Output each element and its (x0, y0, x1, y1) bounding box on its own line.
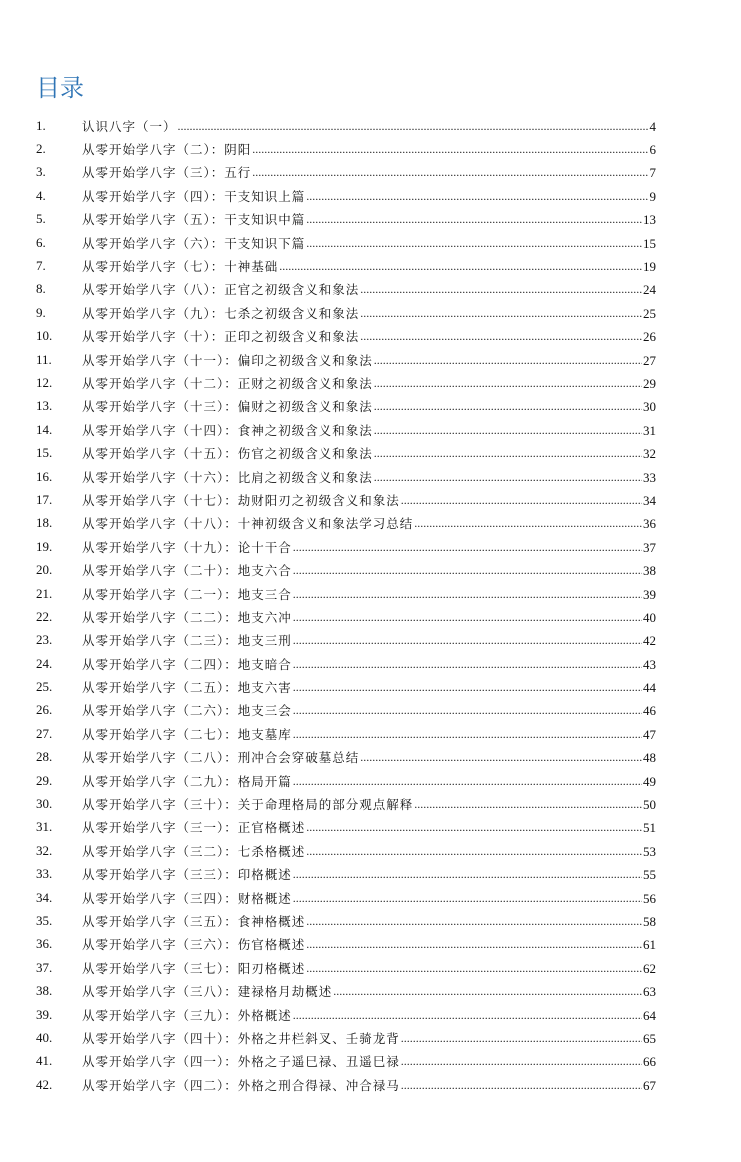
toc-entry-page-number[interactable]: 43 (643, 656, 656, 672)
toc-entry[interactable] (0, 558, 741, 581)
toc-dot-leader (293, 891, 642, 906)
toc-entry-number: 21. (36, 585, 53, 601)
toc-entry[interactable] (0, 371, 741, 394)
toc-entry[interactable] (0, 863, 741, 886)
toc-entry-page-number[interactable]: 61 (643, 937, 656, 953)
toc-entry-line[interactable] (82, 912, 656, 930)
toc-entry-page-number[interactable]: 65 (643, 1030, 656, 1046)
toc-entry-number: 40. (36, 1029, 53, 1045)
toc-entry[interactable] (0, 1073, 741, 1096)
toc-entry-line[interactable] (82, 772, 656, 790)
toc-entry-line[interactable] (82, 959, 656, 977)
toc-entry-title[interactable]: 从零开始学八字（九）：七杀之初级含义和象法 (82, 305, 360, 321)
toc-entry-page-number[interactable]: 4 (649, 118, 656, 134)
toc-entry-number: 10. (36, 328, 53, 344)
toc-entry-number: 12. (36, 374, 53, 390)
toc-entry-title[interactable]: 从零开始学八字（三一）：正官格概述 (82, 820, 306, 836)
toc-entry-page-number[interactable]: 44 (643, 680, 656, 696)
toc-entry[interactable] (0, 956, 741, 979)
toc-entry-line[interactable] (82, 514, 656, 532)
toc-entry-line[interactable] (82, 140, 656, 158)
toc-entry-line[interactable] (82, 865, 656, 883)
toc-entry-line[interactable] (82, 655, 656, 673)
toc-entry-title[interactable]: 从零开始学八字（二）：阴阳 (82, 142, 252, 158)
toc-entry[interactable] (0, 1003, 741, 1026)
toc-dot-leader (306, 937, 642, 952)
toc-dot-leader (293, 867, 642, 882)
toc-entry-number: 16. (36, 468, 53, 484)
toc-entry-number: 32. (36, 842, 53, 858)
toc-entry-page-number[interactable]: 15 (643, 235, 656, 251)
toc-entry-line[interactable] (82, 631, 656, 649)
toc-entry-number: 30. (36, 796, 53, 812)
toc-entry-page-number[interactable]: 48 (643, 750, 656, 766)
toc-entry-number: 14. (36, 421, 53, 437)
toc-entry[interactable] (0, 933, 741, 956)
toc-entry[interactable] (0, 769, 741, 792)
toc-entry-title[interactable]: 从零开始学八字（四十）：外格之井栏斜叉、壬骑龙背 (82, 1030, 400, 1046)
toc-dot-leader (279, 259, 642, 274)
toc-entry-line[interactable] (82, 795, 656, 813)
toc-dot-leader (374, 399, 642, 414)
toc-dot-leader (414, 516, 642, 531)
toc-entry-number: 31. (36, 819, 53, 835)
toc-entry-number: 25. (36, 679, 53, 695)
toc-entry-line[interactable] (82, 608, 656, 626)
toc-entry-number: 22. (36, 608, 53, 624)
toc-entry-page-number[interactable]: 40 (643, 609, 656, 625)
toc-entry-line[interactable] (82, 351, 656, 369)
toc-entry-number: 38. (36, 983, 53, 999)
toc-entry[interactable] (0, 909, 741, 932)
toc-entry-title[interactable]: 从零开始学八字（十三）：偏财之初级含义和象法 (82, 399, 373, 415)
toc-entry-page-number[interactable]: 32 (643, 446, 656, 462)
toc-entry-number: 13. (36, 398, 53, 414)
toc-entry-title[interactable]: 从零开始学八字（二六）：地支三会 (82, 703, 292, 719)
toc-entry-page-number[interactable]: 24 (643, 282, 656, 298)
toc-entry-title[interactable]: 从零开始学八字（五）：干支知识中篇 (82, 212, 306, 228)
toc-entry[interactable] (0, 348, 741, 371)
toc-entry-page-number[interactable]: 27 (643, 352, 656, 368)
toc-entry-page-number[interactable]: 39 (643, 586, 656, 602)
toc-entry-title[interactable]: 从零开始学八字（三八）：建禄格月劫概述 (82, 984, 333, 1000)
toc-entry-page-number[interactable]: 38 (643, 563, 656, 579)
toc-dot-leader (252, 165, 648, 180)
toc-entry-number: 8. (36, 281, 46, 297)
toc-entry-number: 4. (36, 187, 46, 203)
toc-entry-line[interactable] (82, 1076, 656, 1094)
toc-entry[interactable] (0, 395, 741, 418)
toc-entry[interactable] (0, 488, 741, 511)
toc-dot-leader (252, 142, 648, 157)
toc-entry-number: 19. (36, 538, 53, 554)
toc-entry[interactable] (0, 161, 741, 184)
toc-entry-title[interactable]: 从零开始学八字（三四）：财格概述 (82, 890, 292, 906)
toc-entry-title[interactable]: 从零开始学八字（七）：十神基础 (82, 259, 279, 275)
toc-dot-leader (374, 470, 642, 485)
toc-entry-line[interactable] (82, 889, 656, 907)
toc-entry-title[interactable]: 从零开始学八字（二四）：地支暗合 (82, 656, 292, 672)
toc-list (0, 114, 741, 1096)
toc-entry-title[interactable]: 从零开始学八字（二八）：刑冲合会穿破墓总结 (82, 750, 360, 766)
toc-dot-leader (293, 633, 642, 648)
toc-entry[interactable] (0, 418, 741, 441)
toc-dot-leader (293, 610, 642, 625)
toc-entry-title[interactable]: 从零开始学八字（二九）：格局开篇 (82, 773, 292, 789)
toc-entry-page-number[interactable]: 58 (643, 913, 656, 929)
toc-entry-title[interactable]: 从零开始学八字（四）：干支知识上篇 (82, 188, 306, 204)
toc-entry-page-number[interactable]: 47 (643, 726, 656, 742)
toc-entry-line[interactable] (82, 421, 656, 439)
toc-entry-line[interactable] (82, 1006, 656, 1024)
toc-entry-line[interactable] (82, 374, 656, 392)
toc-entry-page-number[interactable]: 36 (643, 516, 656, 532)
toc-entry[interactable] (0, 675, 741, 698)
toc-entry-number: 17. (36, 491, 53, 507)
toc-entry-title[interactable]: 从零开始学八字（二二）：地支六冲 (82, 609, 292, 625)
toc-entry-title[interactable]: 从零开始学八字（十二）：正财之初级含义和象法 (82, 375, 373, 391)
toc-entry-page-number[interactable]: 46 (643, 703, 656, 719)
toc-dot-leader (374, 376, 642, 391)
toc-entry-page-number[interactable]: 9 (649, 188, 656, 204)
toc-dot-leader (414, 797, 642, 812)
toc-entry[interactable] (0, 114, 741, 137)
toc-entry-number: 7. (36, 258, 46, 274)
toc-entry-number: 33. (36, 866, 53, 882)
toc-entry-number: 24. (36, 655, 53, 671)
toc-entry-title[interactable]: 从零开始学八字（三二）：七杀格概述 (82, 843, 306, 859)
toc-dot-leader (401, 1031, 642, 1046)
toc-dot-leader (293, 587, 642, 602)
toc-entry-title[interactable]: 从零开始学八字（三十）：关于命理格局的部分观点解释 (82, 797, 414, 813)
toc-entry-line[interactable] (82, 982, 656, 1000)
toc-entry-number: 6. (36, 234, 46, 250)
toc-dot-leader (360, 750, 642, 765)
toc-entry-page-number[interactable]: 30 (643, 399, 656, 415)
toc-entry[interactable] (0, 1050, 741, 1073)
toc-entry-page-number[interactable]: 55 (643, 867, 656, 883)
toc-entry-number: 29. (36, 772, 53, 788)
toc-entry-title[interactable]: 从零开始学八字（十九）：论十干合 (82, 539, 292, 555)
toc-dot-leader (293, 703, 642, 718)
toc-entry-page-number[interactable]: 53 (643, 843, 656, 859)
toc-entry-title[interactable]: 从零开始学八字（三三）：印格概述 (82, 867, 292, 883)
toc-entry-line[interactable] (82, 257, 656, 275)
toc-dot-leader (306, 961, 642, 976)
toc-entry[interactable] (0, 208, 741, 231)
toc-entry-number: 37. (36, 959, 53, 975)
toc-entry-page-number[interactable]: 26 (643, 329, 656, 345)
toc-dot-leader (360, 329, 642, 344)
toc-entry-number: 34. (36, 889, 53, 905)
toc-entry-number: 26. (36, 702, 53, 718)
toc-entry[interactable] (0, 722, 741, 745)
toc-entry-line[interactable] (82, 327, 656, 345)
toc-dot-leader (374, 423, 642, 438)
toc-entry-page-number[interactable]: 67 (643, 1077, 656, 1093)
toc-entry[interactable] (0, 582, 741, 605)
toc-entry-number: 18. (36, 515, 53, 531)
toc-dot-leader (401, 1078, 642, 1093)
toc-entry-line[interactable] (82, 163, 656, 181)
toc-entry-line[interactable] (82, 1052, 656, 1070)
toc-entry-page-number[interactable]: 63 (643, 984, 656, 1000)
toc-entry-page-number[interactable]: 62 (643, 960, 656, 976)
toc-entry-title[interactable]: 从零开始学八字（十）：正印之初级含义和象法 (82, 329, 360, 345)
toc-entry[interactable] (0, 278, 741, 301)
toc-entry-line[interactable] (82, 304, 656, 322)
toc-entry-line[interactable] (82, 585, 656, 603)
toc-entry-page-number[interactable]: 66 (643, 1054, 656, 1070)
toc-entry-page-number[interactable]: 56 (643, 890, 656, 906)
toc-dot-leader (293, 540, 642, 555)
toc-entry-page-number[interactable]: 29 (643, 375, 656, 391)
toc-entry-line[interactable] (82, 210, 656, 228)
toc-entry-page-number[interactable]: 33 (643, 469, 656, 485)
toc-dot-leader (401, 493, 642, 508)
toc-entry-line[interactable] (82, 538, 656, 556)
toc-entry-number: 2. (36, 141, 46, 157)
toc-dot-leader (293, 774, 642, 789)
toc-entry-title[interactable]: 从零开始学八字（三五）：食神格概述 (82, 913, 306, 929)
toc-entry-line[interactable] (82, 678, 656, 696)
toc-entry[interactable] (0, 652, 741, 675)
toc-entry-number: 1. (36, 117, 46, 133)
toc-entry[interactable] (0, 605, 741, 628)
toc-entry-number: 3. (36, 164, 46, 180)
toc-entry-number: 20. (36, 562, 53, 578)
toc-entry-title[interactable]: 从零开始学八字（十一）：偏印之初级含义和象法 (82, 352, 373, 368)
toc-entry-page-number[interactable]: 7 (649, 165, 656, 181)
toc-entry-line[interactable] (82, 187, 656, 205)
toc-entry-number: 36. (36, 936, 53, 952)
toc-entry-page-number[interactable]: 50 (643, 797, 656, 813)
toc-entry-page-number[interactable]: 37 (643, 539, 656, 555)
toc-entry-page-number[interactable]: 42 (643, 633, 656, 649)
toc-entry-page-number[interactable]: 25 (643, 305, 656, 321)
toc-entry[interactable] (0, 231, 741, 254)
toc-entry-line[interactable] (82, 117, 656, 135)
toc-entry-line[interactable] (82, 491, 656, 509)
toc-entry-title[interactable]: 从零开始学八字（二一）：地支三合 (82, 586, 292, 602)
toc-dot-leader (306, 189, 648, 204)
toc-entry-number: 15. (36, 445, 53, 461)
toc-entry-number: 41. (36, 1053, 53, 1069)
toc-entry-title[interactable]: 从零开始学八字（十八）：十神初级含义和象法学习总结 (82, 516, 414, 532)
toc-entry-page-number[interactable]: 64 (643, 1007, 656, 1023)
toc-entry[interactable] (0, 979, 741, 1002)
toc-title: 目录 (36, 74, 84, 102)
toc-entry-page-number[interactable]: 13 (643, 212, 656, 228)
toc-entry-title[interactable]: 从零开始学八字（二五）：地支六害 (82, 680, 292, 696)
toc-entry-number: 39. (36, 1006, 53, 1022)
toc-entry-line[interactable] (82, 444, 656, 462)
toc-entry[interactable] (0, 512, 741, 535)
toc-entry-line[interactable] (82, 935, 656, 953)
toc-entry-page-number[interactable]: 31 (643, 422, 656, 438)
toc-entry-line[interactable] (82, 748, 656, 766)
toc-entry-title[interactable]: 从零开始学八字（三七）：阳刃格概述 (82, 960, 306, 976)
toc-entry[interactable] (0, 301, 741, 324)
toc-entry-title[interactable]: 认识八字（一） (82, 118, 177, 134)
toc-dot-leader (293, 563, 642, 578)
toc-entry-number: 23. (36, 632, 53, 648)
toc-entry-title[interactable]: 从零开始学八字（二三）：地支三刑 (82, 633, 292, 649)
toc-entry-page-number[interactable]: 19 (643, 259, 656, 275)
toc-entry[interactable] (0, 792, 741, 815)
toc-entry-title[interactable]: 从零开始学八字（十五）：伤官之初级含义和象法 (82, 446, 373, 462)
toc-entry-title[interactable]: 从零开始学八字（三九）：外格概述 (82, 1007, 292, 1023)
toc-dot-leader (306, 820, 642, 835)
toc-entry-title[interactable]: 从零开始学八字（六）：干支知识下篇 (82, 235, 306, 251)
toc-entry[interactable] (0, 465, 741, 488)
toc-entry-number: 5. (36, 211, 46, 227)
toc-entry-number: 42. (36, 1076, 53, 1092)
toc-entry-title[interactable]: 从零开始学八字（十四）：食神之初级含义和象法 (82, 422, 373, 438)
toc-entry[interactable] (0, 254, 741, 277)
toc-entry[interactable] (0, 184, 741, 207)
toc-entry-title[interactable]: 从零开始学八字（八）：正官之初级含义和象法 (82, 282, 360, 298)
toc-entry[interactable] (0, 699, 741, 722)
toc-entry-number: 9. (36, 304, 46, 320)
toc-entry-line[interactable] (82, 1029, 656, 1047)
toc-entry-line[interactable] (82, 397, 656, 415)
toc-entry-title[interactable]: 从零开始学八字（三六）：伤官格概述 (82, 937, 306, 953)
toc-entry-page-number[interactable]: 51 (643, 820, 656, 836)
toc-entry[interactable] (0, 746, 741, 769)
toc-entry[interactable] (0, 441, 741, 464)
toc-dot-leader (333, 984, 642, 999)
toc-entry-title[interactable]: 从零开始学八字（十七）：劫财阳刃之初级含义和象法 (82, 492, 400, 508)
toc-entry-line[interactable] (82, 818, 656, 836)
toc-entry[interactable] (0, 629, 741, 652)
toc-entry-line[interactable] (82, 561, 656, 579)
toc-entry-line[interactable] (82, 468, 656, 486)
toc-entry-line[interactable] (82, 280, 656, 298)
toc-entry[interactable] (0, 839, 741, 862)
toc-entry-line[interactable] (82, 701, 656, 719)
toc-entry[interactable] (0, 886, 741, 909)
toc-entry-number: 11. (36, 351, 52, 367)
toc-dot-leader (293, 680, 642, 695)
toc-entry-number: 27. (36, 725, 53, 741)
toc-entry[interactable] (0, 1026, 741, 1049)
toc-entry-page-number[interactable]: 6 (649, 142, 656, 158)
toc-entry-page-number[interactable]: 49 (643, 773, 656, 789)
toc-entry-number: 35. (36, 912, 53, 928)
toc-entry-number: 28. (36, 749, 53, 765)
toc-entry-title[interactable]: 从零开始学八字（三）：五行 (82, 165, 252, 181)
toc-entry[interactable] (0, 325, 741, 348)
toc-entry-title[interactable]: 从零开始学八字（四二）：外格之刑合得禄、冲合禄马 (82, 1077, 400, 1093)
toc-dot-leader (178, 119, 649, 134)
toc-dot-leader (401, 1054, 642, 1069)
toc-entry[interactable] (0, 816, 741, 839)
toc-entry-line[interactable] (82, 842, 656, 860)
toc-entry-title[interactable]: 从零开始学八字（二十）：地支六合 (82, 563, 292, 579)
toc-entry[interactable] (0, 137, 741, 160)
toc-dot-leader (374, 446, 642, 461)
toc-dot-leader (293, 1008, 642, 1023)
toc-dot-leader (374, 353, 642, 368)
toc-dot-leader (306, 236, 642, 251)
toc-entry-title[interactable]: 从零开始学八字（二七）：地支墓库 (82, 726, 292, 742)
toc-entry-title[interactable]: 从零开始学八字（四一）：外格之子遥巳禄、丑遥巳禄 (82, 1054, 400, 1070)
toc-dot-leader (306, 844, 642, 859)
toc-dot-leader (293, 727, 642, 742)
toc-dot-leader (360, 306, 642, 321)
toc-entry-line[interactable] (82, 234, 656, 252)
toc-dot-leader (360, 282, 642, 297)
toc-entry[interactable] (0, 535, 741, 558)
toc-entry-title[interactable]: 从零开始学八字（十六）：比肩之初级含义和象法 (82, 469, 373, 485)
toc-entry-line[interactable] (82, 725, 656, 743)
toc-dot-leader (293, 657, 642, 672)
toc-dot-leader (306, 914, 642, 929)
toc-entry-page-number[interactable]: 34 (643, 492, 656, 508)
toc-dot-leader (306, 212, 642, 227)
